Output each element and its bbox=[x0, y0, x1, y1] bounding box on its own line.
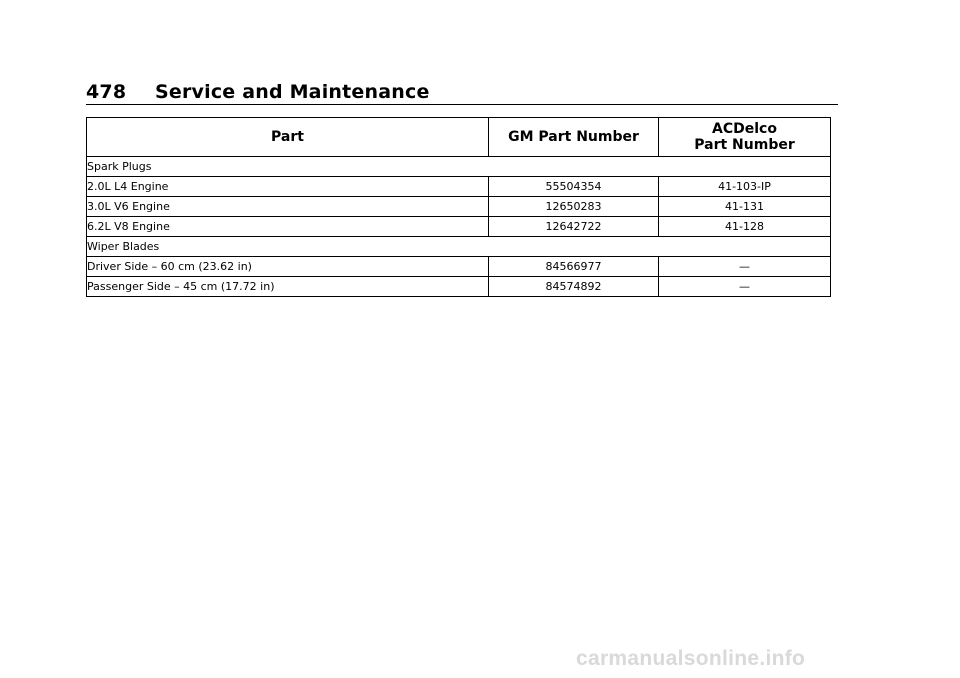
part-name-cell: 2.0L L4 Engine bbox=[87, 177, 489, 197]
acdelco-part-number-cell: — bbox=[659, 277, 831, 297]
gm-part-number-cell: 12642722 bbox=[489, 217, 659, 237]
part-name-cell: 6.2L V8 Engine bbox=[87, 217, 489, 237]
gm-part-number-cell: 84566977 bbox=[489, 257, 659, 277]
column-header-acdelco-line1: ACDelco bbox=[712, 121, 777, 137]
group-label: Spark Plugs bbox=[87, 157, 831, 177]
table-row bbox=[87, 217, 831, 237]
gm-part-number-cell: 55504354 bbox=[489, 177, 659, 197]
column-header-acdelco-part-number bbox=[659, 118, 831, 157]
group-row-wiper-blades bbox=[87, 237, 831, 257]
acdelco-part-number-cell: 41-131 bbox=[659, 197, 831, 217]
column-header-part: Part bbox=[87, 118, 489, 157]
table-row bbox=[87, 257, 831, 277]
gm-part-number-cell: 12650283 bbox=[489, 197, 659, 217]
gm-part-number-cell: 84574892 bbox=[489, 277, 659, 297]
column-header-acdelco-line2: Part Number bbox=[694, 137, 795, 153]
acdelco-part-number-cell: 41-103-IP bbox=[659, 177, 831, 197]
section-title: Service and Maintenance bbox=[155, 81, 430, 103]
group-row-spark-plugs bbox=[87, 157, 831, 177]
part-name-cell: Passenger Side – 45 cm (17.72 in) bbox=[87, 277, 489, 297]
table-row bbox=[87, 197, 831, 217]
part-name-cell: Driver Side – 60 cm (23.62 in) bbox=[87, 257, 489, 277]
acdelco-part-number-cell: — bbox=[659, 257, 831, 277]
part-name-cell: 3.0L V6 Engine bbox=[87, 197, 489, 217]
watermark-text: carmanualsonline.info bbox=[576, 647, 806, 670]
parts-table bbox=[86, 117, 831, 297]
table-row bbox=[87, 177, 831, 197]
page-number: 478 bbox=[86, 81, 127, 103]
table-header-row bbox=[87, 118, 831, 157]
column-header-gm-part-number: GM Part Number bbox=[489, 118, 659, 157]
acdelco-part-number-cell: 41-128 bbox=[659, 217, 831, 237]
table-row bbox=[87, 277, 831, 297]
group-label: Wiper Blades bbox=[87, 237, 831, 257]
page-header bbox=[86, 80, 838, 105]
